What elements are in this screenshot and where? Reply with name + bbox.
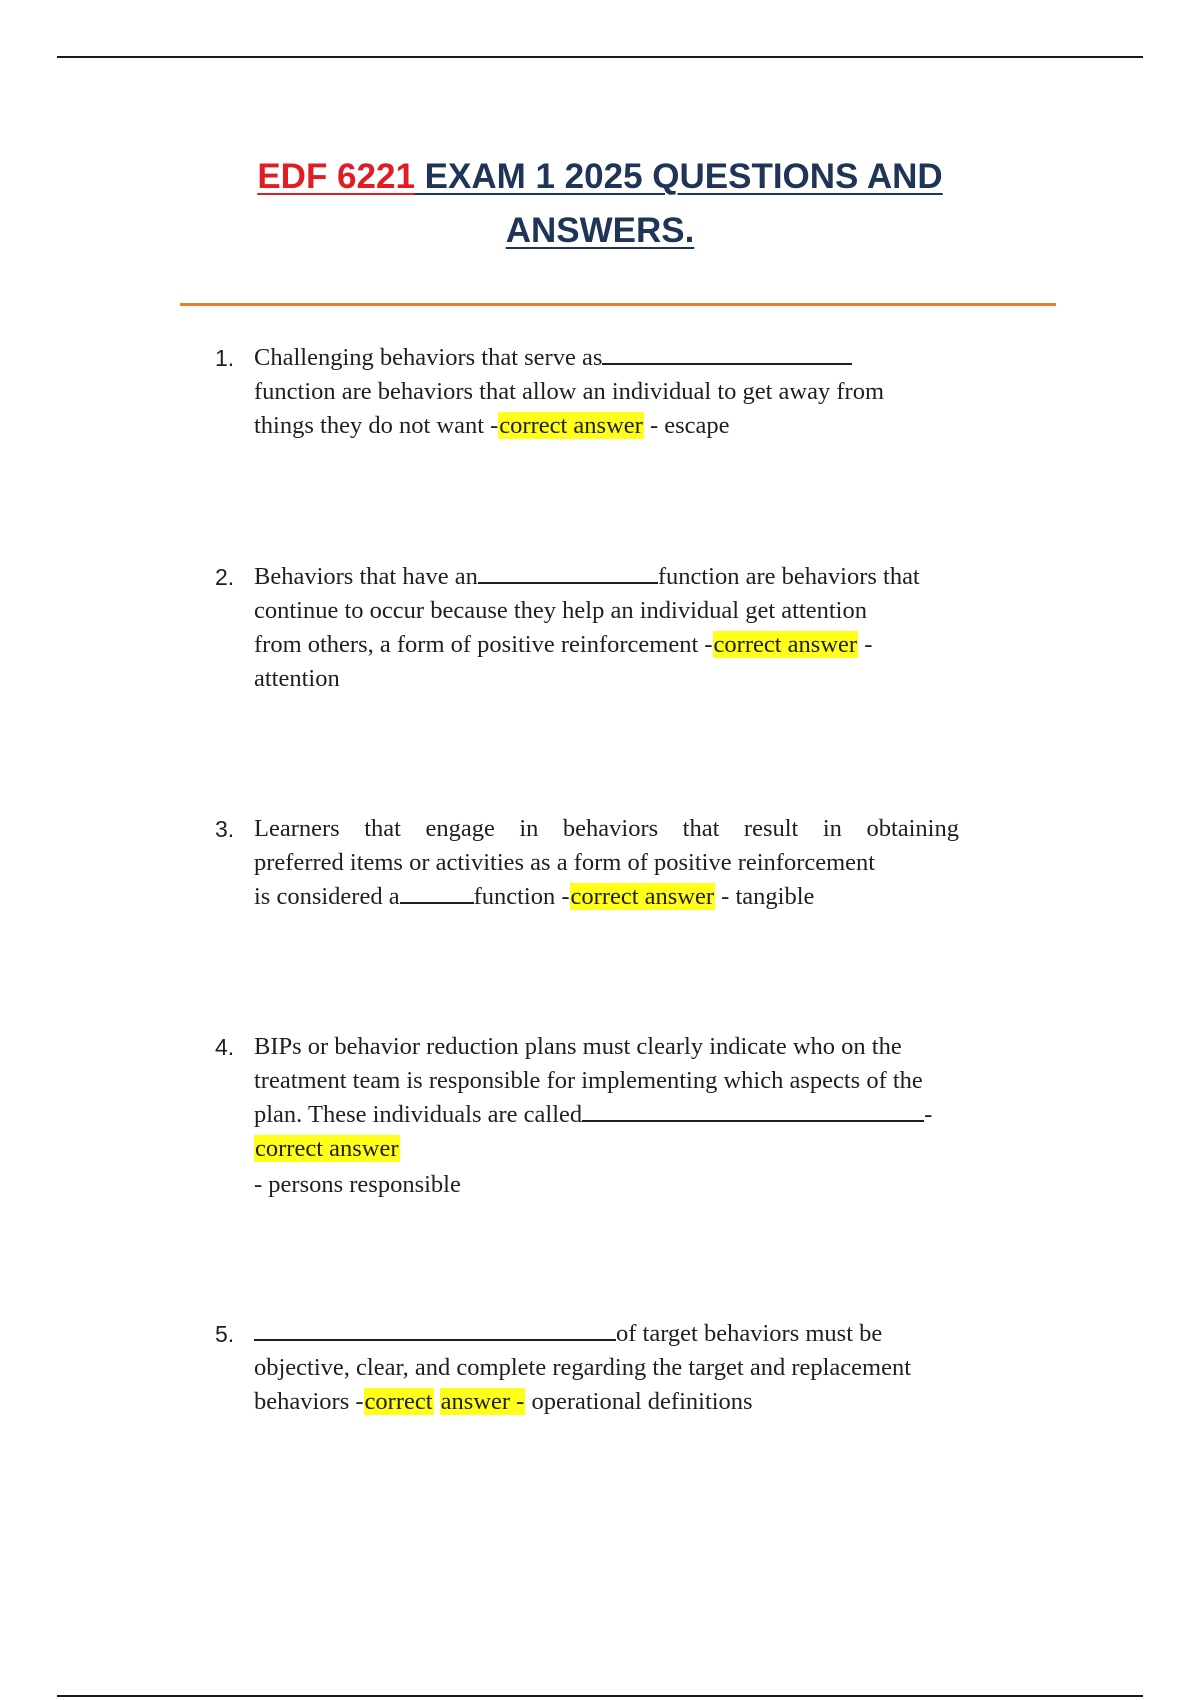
top-page-rule (57, 56, 1143, 58)
question-number: 4. (215, 1034, 235, 1060)
correct-answer-highlight: correct answer (713, 631, 858, 658)
question-text: behaviors - (254, 1388, 364, 1415)
question-text: plan. These individuals are called (254, 1101, 583, 1128)
question-2 (215, 560, 1005, 696)
question-text: treatment team is responsible for implementing which aspects of the (254, 1067, 923, 1094)
question-text: function - (473, 883, 570, 910)
question-number: 2. (215, 564, 235, 590)
question-text: BIPs or behavior reduction plans must clearly indicate who on the (254, 1033, 902, 1060)
question-number: 5. (215, 1321, 235, 1347)
correct-answer-highlight: correct answer (499, 412, 643, 439)
course-code: EDF 6221 (257, 157, 415, 196)
answer-blank (254, 1317, 616, 1341)
question-text: - (858, 631, 873, 658)
question-text: Behaviors that have an (254, 563, 478, 590)
question-text: - (924, 1101, 933, 1128)
answer-text: - persons responsible (254, 1171, 461, 1198)
answer-blank (602, 341, 852, 365)
answer-blank (582, 1098, 924, 1122)
answer-blank (478, 560, 658, 584)
question-number: 1. (215, 345, 235, 371)
answer-text: - escape (643, 412, 730, 439)
question-number: 3. (215, 816, 235, 842)
question-text: Learners that engage in behaviors that result in obtaining (254, 815, 959, 842)
question-text: of target behaviors must be (616, 1320, 883, 1347)
question-text: function are behaviors that (657, 563, 920, 590)
title-separator (180, 303, 1056, 306)
question-5 (215, 1317, 1005, 1419)
question-text: from others, a form of positive reinforcement - (254, 631, 713, 658)
question-text: continue to occur because they help an individual get attention (254, 597, 867, 624)
title-line-1: EXAM 1 2025 QUESTIONS AND (414, 157, 943, 196)
question-4 (215, 1030, 1005, 1202)
question-3 (215, 812, 1005, 914)
question-text: is considered a (254, 883, 400, 910)
question-1 (215, 341, 1005, 443)
correct-answer-highlight: correct answer (255, 1135, 399, 1162)
correct-answer-highlight: answer - (440, 1388, 525, 1415)
answer-blank (400, 880, 474, 904)
title-line-2: ANSWERS. (505, 211, 695, 250)
bottom-page-rule (57, 1695, 1143, 1697)
question-text: things they do not want - (254, 412, 499, 439)
question-text: Challenging behaviors that serve as (254, 344, 603, 371)
document-title (150, 150, 1050, 258)
answer-text: - tangible (715, 883, 815, 910)
correct-answer-highlight: correct (364, 1388, 433, 1415)
answer-text: operational definitions (525, 1388, 753, 1415)
question-text: function are behaviors that allow an individual to get away from (254, 378, 885, 405)
correct-answer-highlight: correct answer (570, 883, 715, 910)
question-text: preferred items or activities as a form of positive reinforcement (254, 849, 876, 876)
answer-text: attention (254, 665, 340, 692)
question-text: objective, clear, and complete regarding the target and replacement (254, 1354, 912, 1381)
